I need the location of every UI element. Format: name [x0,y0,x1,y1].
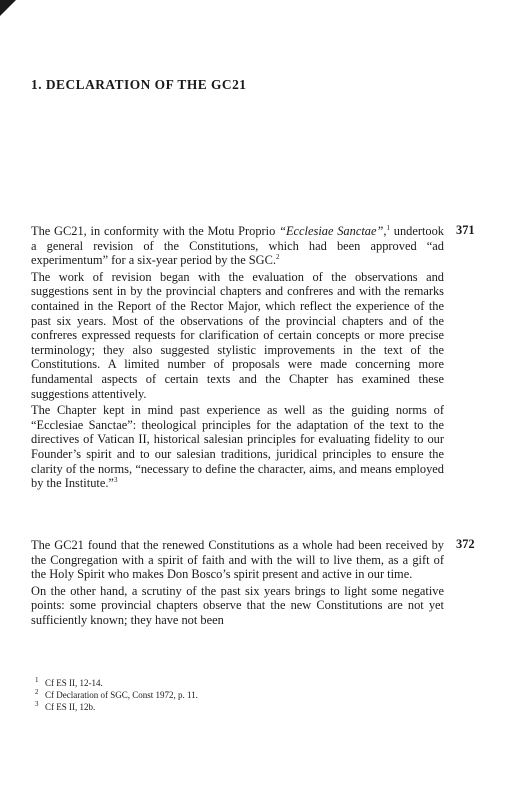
footnote-text: Cf ES II, 12b. [45,701,96,712]
footnote-ref: 2 [276,253,280,262]
section-heading: 1. DECLARATION OF THE GC21 [31,77,247,92]
footnote-text: Cf ES II, 12-14. [45,678,103,688]
footnote-text: Cf Declaration of SGC, Const 1972, p. 11. [45,689,198,700]
footnote-item: 2 Cf Declaration of SGC, Const 1972, p. 11. [35,687,198,700]
paragraph-text: The Chapter kept in mind past experience as well as the guiding norms of “Ecclesiae Sanctae”: theological principles for the adaptation of the text to the directives of Vatican II, historical salesian principles for evaluating fidelity to our Founder’s spirit and to our salesian traditions, juridical principles to ensure the clarity of the norms, “necessary to define the character, aims, and means employed by the Institute.” [31,403,444,491]
paragraph [31,538,444,582]
italic-title: “Ecclesiae Sanctae” [279,224,384,238]
text-block-371 [31,224,444,493]
paragraph [31,584,444,628]
paragraph-text: The work of revision began with the evaluation of the observations and suggestions sent in by the provincial chapters and confreres and with the remarks contained in the Report of the Rector Major, which reflect the experience of the past six years. Most of the observations of the provincial chapters and of the confreres expressed requests for clarification of certain concepts or more precise terminology; they also suggested stylistic improvements in the text of the Constitutions. A limited number of proposals were made concerning more fundamental aspects of certain texts and the Chapter has examined these suggestions attentively. [31,269,444,401]
paragraph-text: The GC21, in conformity with the Motu Proprio [31,224,280,238]
footnote-ref: 3 [113,475,118,484]
paragraph-text: undertook a general revision of the Constitutions, which had been approved “ad experimentum” for a six-year period by the SGC. [31,224,444,268]
text-block-372 [31,538,444,630]
margin-number-371: 371 [456,223,475,237]
paragraph-text: On the other hand, a scrutiny of the past six years brings to light some negative points: some provincial chapters observe that the new Constitutions are not yet sufficiently known; they have not been [31,583,444,627]
margin-number-372: 372 [456,537,475,551]
footnote-item: 3 Cf ES II, 12b. [35,699,96,712]
footnote-item: 1 Cf ES II, 12-14. [35,676,103,688]
paragraph [31,270,444,401]
paragraph [31,403,444,491]
paragraph-text: The GC21 found that the renewed Constitutions as a whole had been received by the Congregation with a spirit of faith and with the will to live them, as a gift of the Holy Spirit who makes Don Bosco’s spirit present and active in our time. [31,538,444,582]
paragraph-text: , [383,224,387,238]
footnote-ref: 1 [386,223,390,232]
paragraph [31,224,444,268]
page-corner-mark [0,0,16,16]
footnotes [35,678,198,713]
